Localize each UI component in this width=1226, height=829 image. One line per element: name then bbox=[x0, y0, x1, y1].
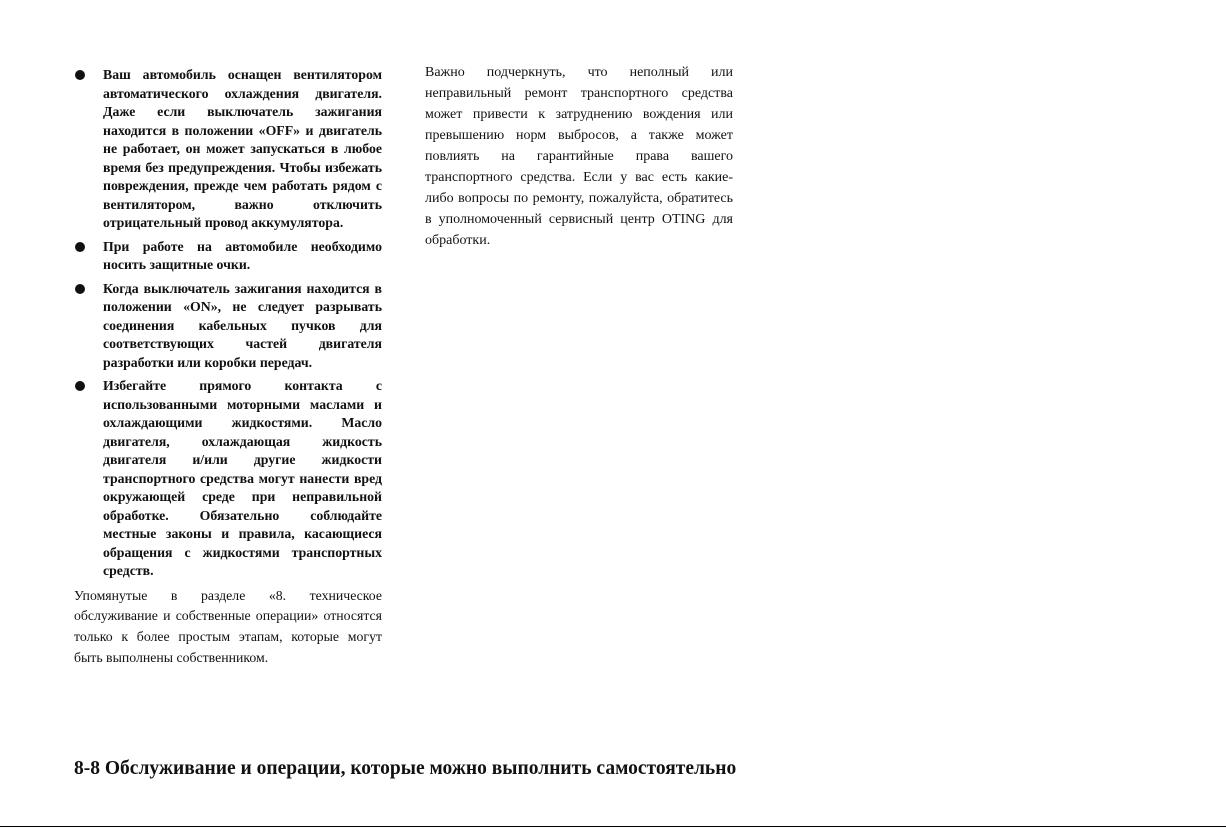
bullet-item-safety-glasses bbox=[74, 238, 382, 275]
page-footer-title: 8-8 Обслуживание и операции, которые можно выполнить самостоятельно bbox=[74, 758, 737, 779]
bullet-item-ignition-on bbox=[74, 280, 382, 373]
bullet-text: Когда выключатель зажигания находится в положении «ON», не следует разрывать соединения кабельных пучков для соответствующих частей двигателя разработки или коробки передач. bbox=[103, 280, 382, 370]
left-column bbox=[74, 66, 382, 668]
bullet-text: Избегайте прямого контакта с использованными моторными маслами и охлаждающими жидкостями. Масло двигателя, охлаждающая жидкость двигателя и/или другие жидкости транспортного средства могут нанести вред окружающей среде при неправильной обработке. Обязательно соблюдайте местные законы и правила, касающиеся обращения с жидкостями транспортных средств. bbox=[103, 378, 382, 578]
bullet-item-cooling-fan bbox=[74, 66, 382, 233]
bullet-dot-icon bbox=[75, 381, 85, 391]
bullet-dot-icon bbox=[75, 242, 85, 252]
bullet-dot-icon bbox=[75, 70, 85, 80]
bullet-item-fluids bbox=[74, 377, 382, 581]
section-note-paragraph: Упомянутые в разделе «8. техническое обслуживание и собственные операции» относятся только к более простым этапам, которые могут быть выполнены собственником. bbox=[74, 587, 382, 665]
safety-bullet-list bbox=[74, 66, 382, 581]
bullet-text: Ваш автомобиль оснащен вентилятором автоматического охлаждения двигателя. Даже если выключатель зажигания находится в положении «OFF» и двигатель не работает, он может запускаться в любое время без предупреждения. Чтобы избежать повреждения, прежде чем работать рядом с вентилятором, важно отключить отрицательный провод аккумулятора. bbox=[103, 67, 382, 230]
page-bottom-divider bbox=[0, 826, 1226, 827]
bullet-text: При работе на автомобиле необходимо носить защитные очки. bbox=[103, 238, 382, 272]
bullet-dot-icon bbox=[75, 284, 85, 294]
repair-warning-paragraph: Важно подчеркнуть, что неполный или неправильный ремонт транспортного средства может привести к затруднению вождения или превышению норм выбросов, а также может повлиять на гарантийные права вашего транспортного средства. Если у вас есть какие-либо вопросы по ремонту, пожалуйста, обратитесь в уполномоченный сервисный центр OTING для обработки. bbox=[425, 65, 733, 248]
